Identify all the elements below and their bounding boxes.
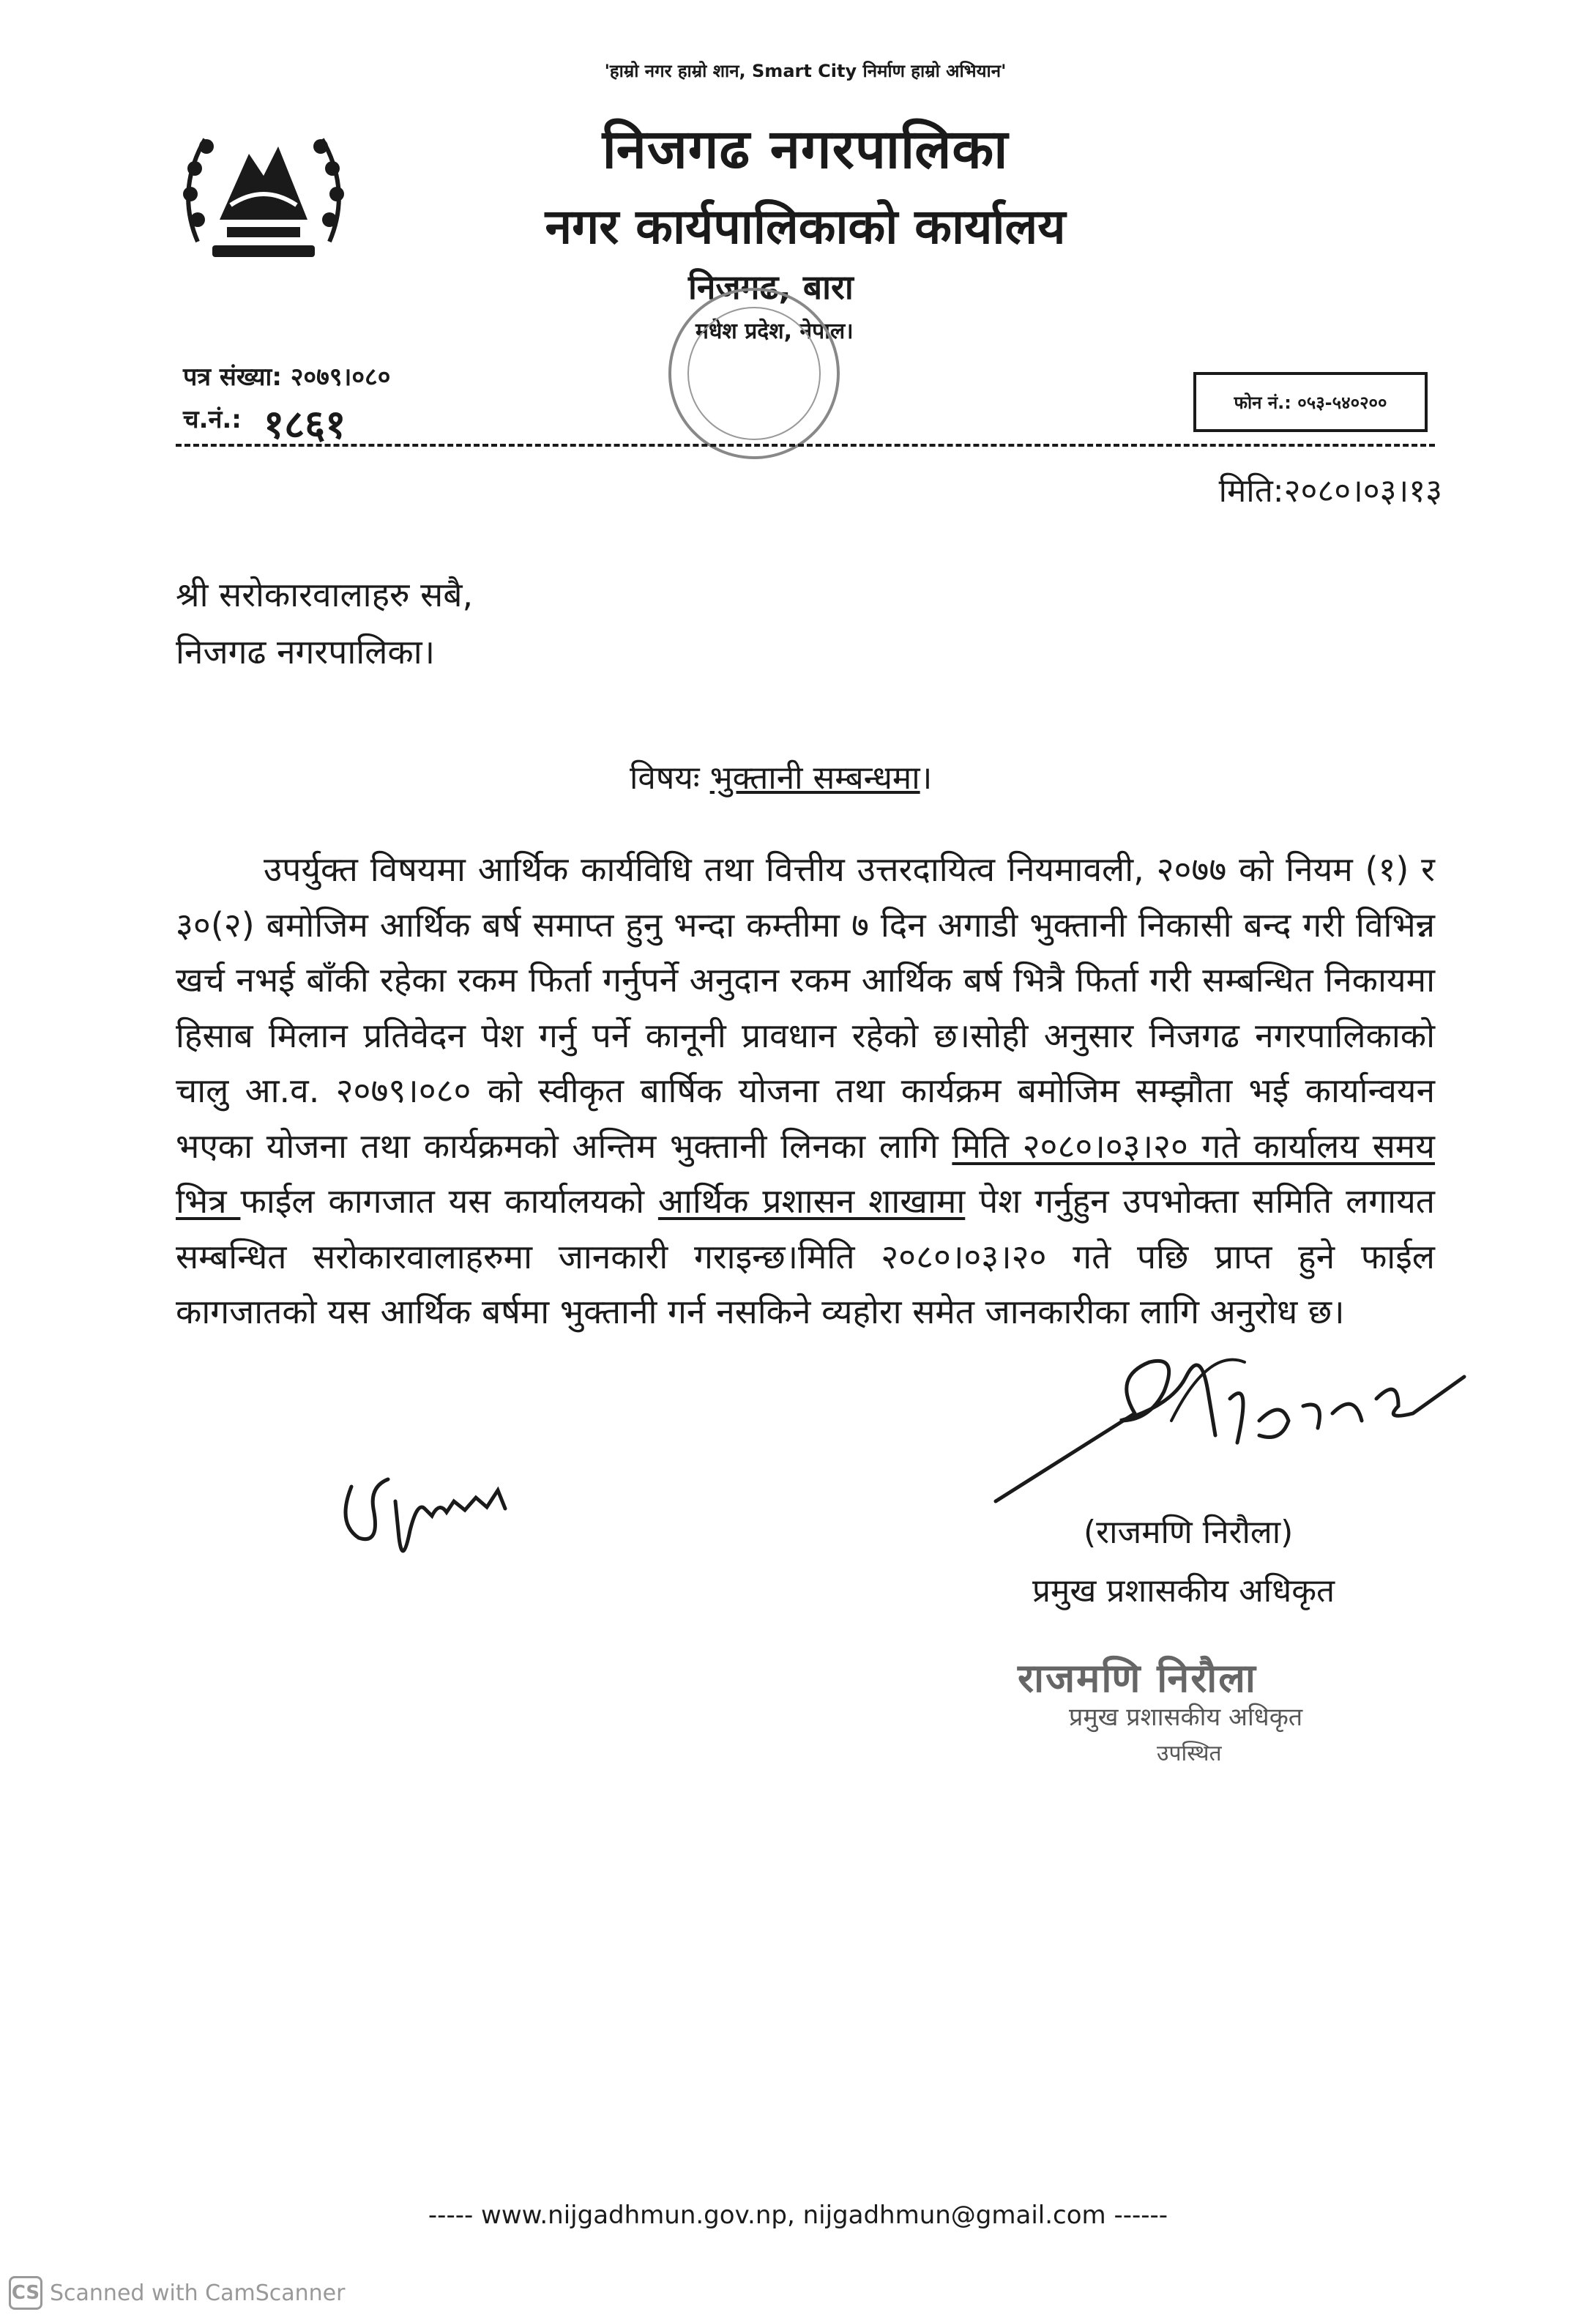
body-part-2: फाईल कागजात यस कार्यालयको xyxy=(240,1181,658,1221)
camscanner-logo-icon: CS xyxy=(9,2276,42,2310)
name-stamp-title: प्रमुख प्रशासकीय अधिकृत xyxy=(1069,1703,1303,1732)
handwritten-signature-right xyxy=(988,1333,1486,1509)
letter-reference-number: पत्र संख्या: २०७९।०८० xyxy=(183,362,391,392)
scanner-text: Scanned with CamScanner xyxy=(50,2280,346,2306)
scanner-watermark xyxy=(9,2276,345,2310)
phone-number: फोन नं.: ०५३-५४०२०० xyxy=(1234,392,1387,413)
government-emblem-icon xyxy=(168,110,359,271)
letter-date: मिति:२०८०।०३।१३ xyxy=(1218,472,1442,510)
office-name: नगर कार्यपालिकाको कार्यालय xyxy=(545,198,1066,255)
body-part-3: पेश गर्नुहुन उपभोक्ता समिति लगायत सम्बन्धित सरोकारवालाहरुमा जानकारी गराइन्छ।मिति २०८०।०३।२० गते पछि प्राप्त हुने फाईल कागजातको यस आर्थिक बर्षमा भुक्तानी गर्न नसकिने व्यहोरा समेत जानकारीका लागि अनुरोध छ। xyxy=(176,1181,1435,1331)
subject-label: विषयः xyxy=(630,759,700,797)
phone-number-box xyxy=(1193,372,1428,432)
deadline-underlined: मिति २०८०।०३।२० गते कार्यालय समय भित्र xyxy=(176,1126,1435,1221)
signatory-name: (राजमणि निरौला) xyxy=(1084,1514,1294,1551)
subject-end: । xyxy=(920,759,933,797)
letter-body xyxy=(176,842,1435,1340)
name-stamp-sub: उपस्थित xyxy=(1157,1741,1222,1766)
name-stamp: राजमणि निरौला xyxy=(1018,1655,1257,1701)
body-part-1: उपर्युक्त विषयमा आर्थिक कार्यविधि तथा वित्तीय उत्तरदायित्व नियमावली, २०७७ को नियम (१) र ३०(२) बमोजिम आर्थिक बर्ष समाप्त हुनु भन्दा कम्तीमा ७ दिन अगाडी भुक्तानी निकासी बन्द गरी विभिन्न खर्च नभई बाँकी रहेका रकम फिर्ता गर्नुपर्ने अनुदान रकम आर्थिक बर्ष भित्रै फिर्ता गरी सम्बन्धित निकायमा हिसाब मिलान प्रतिवेदन पेश गर्नु पर्ने कानूनी प्रावधान रहेको छ।सोही अनुसार निजगढ नगरपालिकाको चालु आ.व. २०७९।०८० को स्वीकृत बार्षिक योजना तथा कार्यक्रम बमोजिम सम्झौता भई कार्यान्वयन भएका योजना तथा कार्यक्रमको अन्तिम भुक्तानी लिनका लागि xyxy=(176,849,1435,1166)
branch-underlined: आर्थिक प्रशासन शाखामा xyxy=(657,1181,966,1221)
subject-text: भुक्तानी सम्बन्धमा xyxy=(709,759,920,797)
header-divider xyxy=(176,444,1435,447)
signatory-title: प्रमुख प्रशासकीय अधिकृत xyxy=(1032,1572,1335,1610)
footer-contact: ----- www.nijgadhmun.gov.np, nijgadhmun@gmail.com ------ xyxy=(428,2201,1168,2230)
recipient-line-1: श्री सरोकारवालाहरु सबै, xyxy=(176,575,474,614)
slogan: 'हाम्रो नगर हाम्रो शान, Smart City निर्माण हाम्रो अभियान' xyxy=(604,61,1007,81)
province-address: मधेश प्रदेश, नेपाल। xyxy=(696,319,854,344)
office-seal-icon xyxy=(644,278,864,469)
handwritten-signature-left xyxy=(329,1457,527,1574)
recipient-line-2: निजगढ नगरपालिका। xyxy=(176,632,436,672)
city-address: निजगढ, बारा xyxy=(688,267,854,307)
subject-line xyxy=(630,754,932,798)
dispatch-number-label: च.नं.: xyxy=(183,405,242,434)
org-name: निजगढ नगरपालिका xyxy=(602,118,1009,181)
dispatch-number-value: १८६१ xyxy=(264,401,346,447)
